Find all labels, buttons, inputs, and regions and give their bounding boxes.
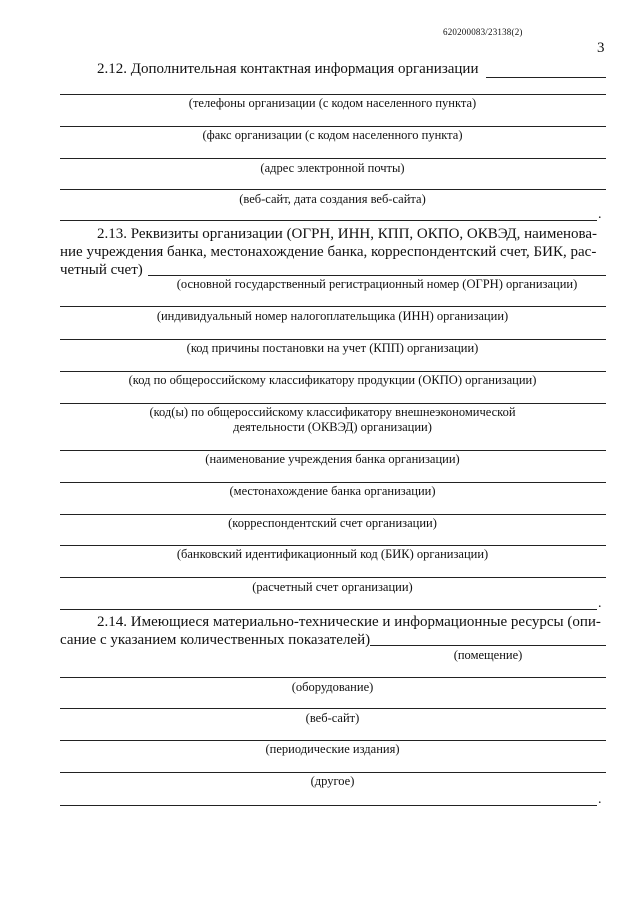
fill-line bbox=[60, 545, 606, 546]
fill-line bbox=[486, 77, 606, 78]
document-code: 620200083/23138(2) bbox=[443, 27, 523, 37]
fill-line bbox=[60, 158, 606, 159]
fill-line bbox=[60, 609, 597, 610]
caption-bik: (банковский идентификационный код (БИК) организации) bbox=[176, 547, 489, 561]
section-2-14-heading-line1: 2.14. Имеющиеся материально-технические и информационные ресурсы (опи- bbox=[97, 614, 601, 630]
fill-line bbox=[60, 772, 606, 773]
end-mark: . bbox=[598, 792, 602, 807]
fill-line bbox=[60, 577, 606, 578]
caption-premises: (помещение) bbox=[453, 648, 523, 662]
caption-corr-account: (корреспондентский счет организации) bbox=[228, 516, 437, 530]
fill-line bbox=[60, 677, 606, 678]
caption-periodicals: (периодические издания) bbox=[265, 742, 400, 756]
fill-line bbox=[60, 740, 606, 741]
caption-okved-line2: деятельности (ОКВЭД) организации) bbox=[233, 420, 432, 434]
caption-equipment: (оборудование) bbox=[291, 680, 374, 694]
fill-line bbox=[370, 645, 606, 646]
section-2-13-heading-line1: 2.13. Реквизиты организации (ОГРН, ИНН, КПП, ОКПО, ОКВЭД, наименова- bbox=[97, 226, 598, 242]
fill-line bbox=[60, 403, 606, 404]
fill-line bbox=[60, 708, 606, 709]
section-2-13-heading-line2: ние учреждения банка, местонахождение банка, корреспондентский счет, БИК, рас- bbox=[60, 244, 597, 260]
fill-line bbox=[60, 220, 597, 221]
caption-bank-name: (наименование учреждения банка организации) bbox=[205, 452, 460, 466]
section-2-13-heading-line3: четный счет) bbox=[60, 262, 143, 278]
caption-okpo: (код по общероссийскому классификатору продукции (ОКПО) организации) bbox=[128, 373, 537, 387]
caption-ogrn: (основной государственный регистрационный номер (ОГРН) организации) bbox=[176, 277, 578, 291]
fill-line bbox=[60, 371, 606, 372]
caption-phones: (телефоны организации (с кодом населенного пункта) bbox=[188, 96, 477, 110]
section-2-14-heading-line2: сание с указанием количественных показателей) bbox=[60, 632, 371, 648]
caption-bank-location: (местонахождение банка организации) bbox=[229, 484, 436, 498]
page-number: 3 bbox=[597, 40, 605, 56]
fill-line bbox=[60, 189, 606, 190]
section-2-12-heading: 2.12. Дополнительная контактная информация организации bbox=[97, 61, 479, 77]
fill-line bbox=[148, 275, 606, 276]
fill-line bbox=[60, 126, 606, 127]
fill-line bbox=[60, 805, 597, 806]
fill-line bbox=[60, 306, 606, 307]
caption-fax: (факс организации (с кодом населенного пункта) bbox=[202, 128, 463, 142]
fill-line bbox=[60, 450, 606, 451]
caption-inn: (индивидуальный номер налогоплательщика (ИНН) организации) bbox=[156, 309, 509, 323]
fill-line bbox=[60, 514, 606, 515]
caption-email: (адрес электронной почты) bbox=[260, 161, 405, 175]
caption-settlement-account: (расчетный счет организации) bbox=[252, 580, 413, 594]
caption-kpp: (код причины постановки на учет (КПП) организации) bbox=[186, 341, 479, 355]
end-mark: . bbox=[598, 207, 602, 222]
caption-other: (другое) bbox=[310, 774, 355, 788]
end-mark: . bbox=[598, 596, 602, 611]
caption-website: (веб-сайт, дата создания веб-сайта) bbox=[239, 192, 426, 206]
caption-okved-line1: (код(ы) по общероссийскому классификатору внешнеэкономической bbox=[149, 405, 516, 419]
caption-website-resource: (веб-сайт) bbox=[305, 711, 360, 725]
fill-line bbox=[60, 482, 606, 483]
fill-line bbox=[60, 339, 606, 340]
fill-line bbox=[60, 94, 606, 95]
